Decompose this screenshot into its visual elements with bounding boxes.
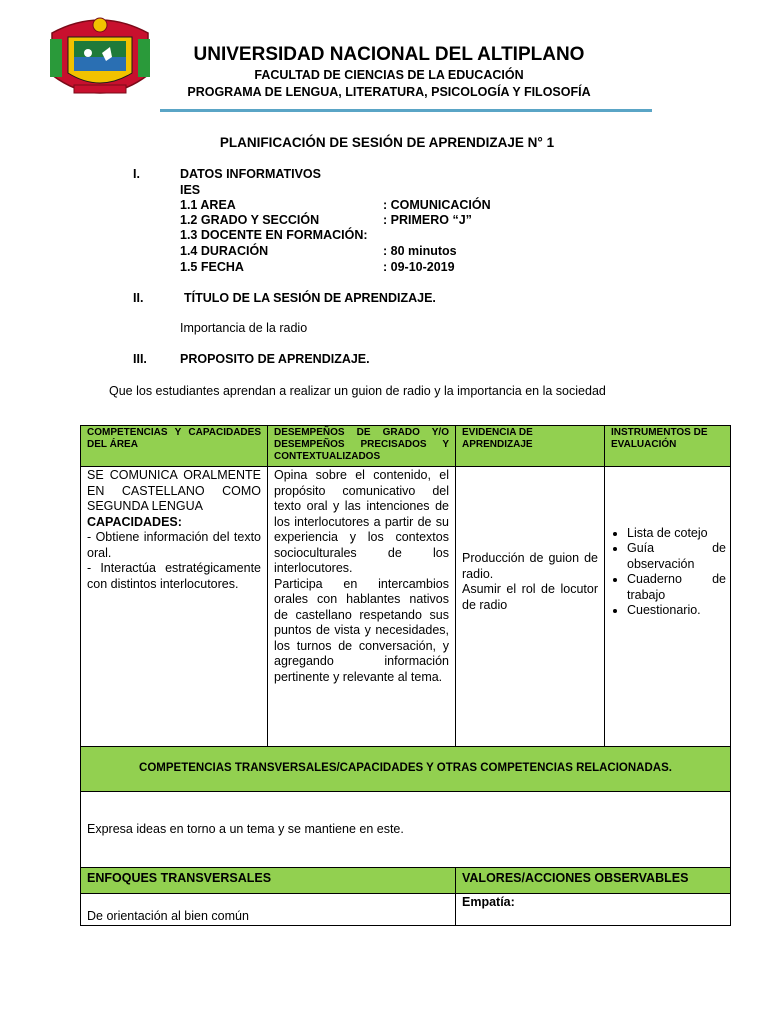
learning-table: [80, 425, 731, 926]
table-row: [81, 467, 731, 747]
info-key: 1.5 FECHA: [180, 260, 244, 274]
enfoques-heading-row: [81, 868, 731, 894]
faculty-name: FACULTAD DE CIENCIAS DE LA EDUCACIÓN: [254, 68, 524, 82]
header-desempenos: DESEMPEÑOS DE GRADO Y/O DESEMPEÑOS PRECISADOS Y CONTEXTUALIZADOS: [268, 426, 456, 467]
program-name: PROGRAMA DE LENGUA, LITERATURA, PSICOLOGÍA Y FILOSOFÍA: [187, 85, 591, 99]
capacidades-label: CAPACIDADES:: [87, 514, 182, 529]
list-item: • Lista de cotejo: [627, 526, 726, 542]
info-key: 1.2 GRADO Y SECCIÓN: [180, 213, 320, 227]
university-seal-logo: [44, 13, 156, 103]
transversales-heading: COMPETENCIAS TRANSVERSALES/CAPACIDADES Y OTRAS COMPETENCIAS RELACIONADAS.: [81, 747, 731, 792]
header-evidencia: EVIDENCIA DE APRENDIZAJE: [456, 426, 605, 467]
enfoques-row: [81, 894, 731, 926]
document-title: PLANIFICACIÓN DE SESIÓN DE APRENDIZAJE N° 1: [219, 135, 555, 150]
info-key: 1.1 AREA: [180, 198, 236, 212]
transversales-heading-row: [81, 747, 731, 792]
enfoques-heading: ENFOQUES TRANSVERSALES: [81, 868, 456, 894]
info-row: [180, 213, 472, 227]
desempeno-item: Participa en intercambios orales con hablantes nativos de castellano respetando sus puntos de vista y necesidades, los turnos de conversación, y agregando información pertinente y relevante al tema.: [274, 576, 449, 684]
header-divider: [160, 109, 652, 112]
info-row: [180, 228, 383, 242]
competencia-cell: [81, 467, 268, 747]
section-3-heading: PROPOSITO DE APRENDIZAJE.: [180, 352, 370, 366]
instrumentos-cell: [605, 467, 731, 747]
info-value: : PRIMERO “J”: [383, 213, 472, 227]
list-item: • Cuestionario.: [627, 603, 726, 619]
enfoque-text: De orientación al bien común: [81, 894, 456, 926]
header-instrumentos: INSTRUMENTOS DE EVALUACIÓN: [605, 426, 731, 467]
competencia-text: SE COMUNICA ORALMENTE EN CASTELLANO COMO SEGUNDA LENGUA: [87, 468, 261, 513]
valores-heading: VALORES/ACCIONES OBSERVABLES: [456, 868, 731, 894]
transversales-text: Expresa ideas en torno a un tema y se mantiene en este.: [81, 792, 731, 868]
info-row: [180, 260, 455, 274]
section-3-number: III.: [133, 352, 147, 366]
header-competencias: COMPETENCIAS Y CAPACIDADES DEL ÁREA: [81, 426, 268, 467]
university-name: UNIVERSIDAD NACIONAL DEL ALTIPLANO: [193, 44, 585, 65]
info-value: : 09-10-2019: [383, 260, 455, 274]
list-item: • Guía de observación: [627, 541, 726, 572]
list-item: • Cuaderno de trabajo: [627, 572, 726, 603]
capacidad-item: - Interactúa estratégicamente con distintos interlocutores.: [87, 561, 261, 591]
section-2-heading: TÍTULO DE LA SESIÓN DE APRENDIZAJE.: [184, 291, 436, 305]
section-1-heading: DATOS INFORMATIVOS: [180, 167, 321, 181]
table-header-row: [81, 426, 731, 467]
desempeno-item: Opina sobre el contenido, el propósito comunicativo del texto oral y las intenciones de los interlocutores a partir de su experiencia y los contextos socioculturales de los interlocutores.: [274, 468, 449, 575]
evidencia-item: Producción de guion de radio.: [462, 551, 598, 581]
valor-text: Empatía:: [456, 894, 731, 926]
section-2-number: II.: [133, 291, 144, 305]
desempenos-cell: [268, 467, 456, 747]
info-value: : 80 minutos: [383, 244, 457, 258]
info-row: [180, 198, 491, 212]
section-1-ies: IES: [180, 183, 201, 197]
info-key: 1.3 DOCENTE EN FORMACIÓN:: [180, 228, 368, 242]
purpose-text: Que los estudiantes aprendan a realizar un guion de radio y la importancia en la sociedad: [109, 384, 606, 398]
info-key: 1.4 DURACIÓN: [180, 244, 269, 258]
info-row: [180, 244, 457, 258]
evidencia-item: Asumir el rol de locutor de radio: [462, 582, 598, 612]
transversales-row: [81, 792, 731, 868]
capacidad-item: - Obtiene información del texto oral.: [87, 530, 261, 560]
info-value: : COMUNICACIÓN: [383, 198, 491, 212]
section-1-number: I.: [133, 167, 140, 181]
evidencia-cell: [456, 467, 605, 747]
instrumentos-list: [605, 526, 726, 619]
session-title-text: Importancia de la radio: [180, 321, 308, 335]
